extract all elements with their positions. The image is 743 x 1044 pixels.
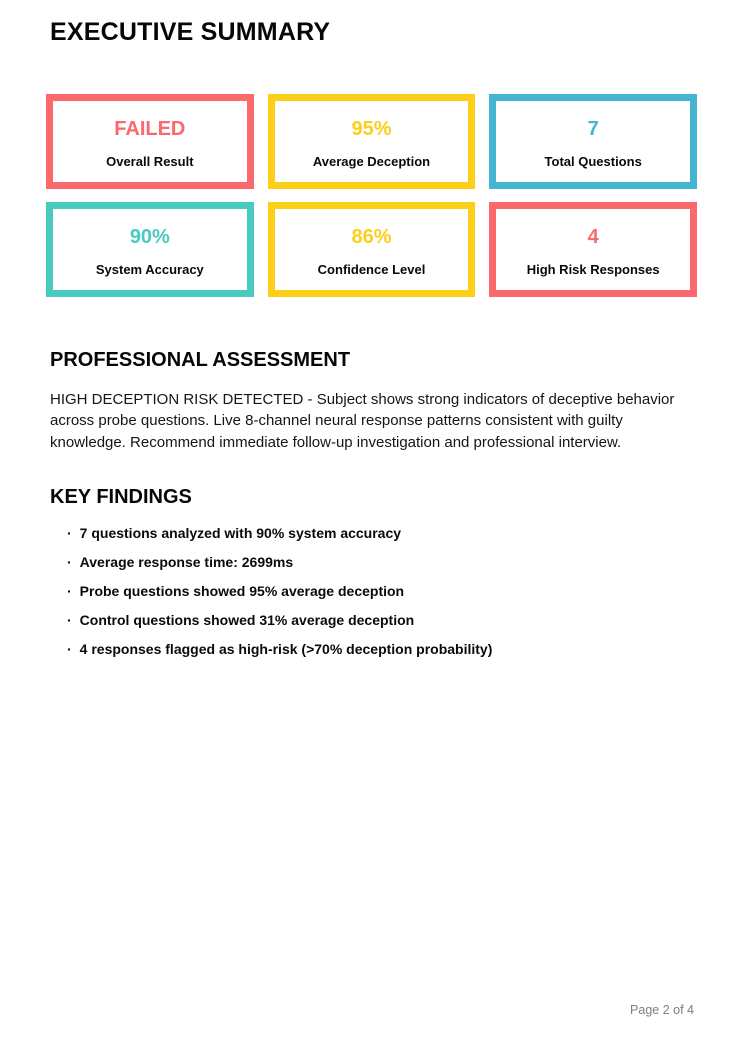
stat-card-overall-result — [46, 94, 254, 189]
bullet-icon: · — [67, 525, 72, 542]
stat-card-total-questions — [489, 94, 697, 189]
bullet-icon: · — [67, 641, 72, 658]
finding-item — [67, 583, 693, 599]
stat-label: Total Questions — [544, 153, 642, 169]
finding-item — [67, 554, 693, 570]
summary-stat-grid — [46, 94, 697, 297]
assessment-heading: PROFESSIONAL ASSESSMENT — [50, 348, 351, 371]
stat-label: System Accuracy — [95, 261, 204, 277]
finding-text: 7 questions analyzed with 90% system accuracy — [79, 525, 402, 542]
stat-card-high-risk-responses — [489, 202, 697, 297]
key-findings-heading: KEY FINDINGS — [50, 486, 192, 509]
finding-text: Probe questions showed 95% average deception — [79, 583, 405, 600]
stat-value: 90% — [129, 225, 170, 248]
stat-label: Confidence Level — [317, 261, 426, 277]
finding-item — [67, 525, 693, 541]
stat-value: 7 — [587, 117, 599, 140]
bullet-icon: · — [67, 583, 72, 600]
stat-label: Average Deception — [312, 153, 431, 169]
finding-item — [67, 641, 693, 657]
stat-card-system-accuracy — [46, 202, 254, 297]
stat-label: High Risk Responses — [526, 261, 660, 277]
finding-text: Control questions showed 31% average deception — [79, 612, 415, 629]
finding-text: Average response time: 2699ms — [79, 554, 294, 571]
stat-value: 95% — [351, 117, 392, 140]
finding-item — [67, 612, 693, 628]
stat-value: 4 — [587, 225, 599, 248]
bullet-icon: · — [67, 612, 72, 629]
stat-value: FAILED — [114, 117, 186, 140]
page-number: Page 2 of 4 — [630, 1003, 694, 1017]
stat-label: Overall Result — [106, 153, 194, 169]
page-title: EXECUTIVE SUMMARY — [50, 18, 331, 46]
stat-card-average-deception — [268, 94, 476, 189]
stat-value: 86% — [351, 225, 392, 248]
assessment-body-text: HIGH DECEPTION RISK DETECTED - Subject shows strong indicators of deceptive behavior across probe questions. Live 8-channel neural response patterns consistent with guilty knowledge. Recommend immediate follow-up investigation and professional interview. — [50, 390, 675, 451]
bullet-icon: · — [67, 554, 72, 571]
key-findings-list — [50, 525, 693, 657]
finding-text: 4 responses flagged as high-risk (>70% deception probability) — [79, 641, 493, 658]
stat-card-confidence-level — [268, 202, 476, 297]
